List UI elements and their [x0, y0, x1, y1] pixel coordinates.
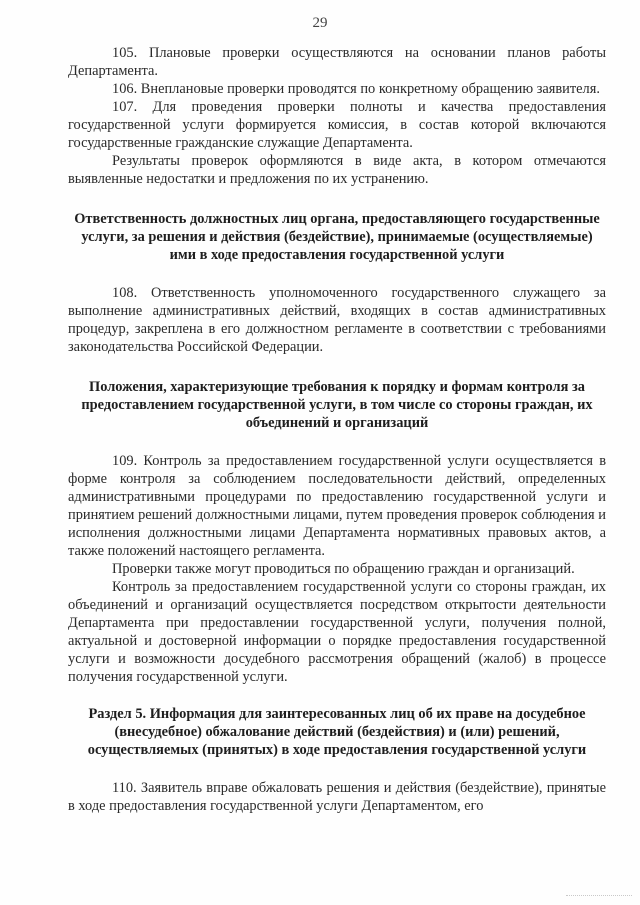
paragraph-107: 107. Для проведения проверки полноты и качества предоставления государственной услуги формируется комиссия, в состав которой включаются государственные гражданские служащие Департамента. — [68, 99, 606, 151]
corner-scan-mark — [566, 895, 632, 897]
heading-officials-responsibility: Ответственность должностных лиц органа, предоставляющего государственные услуги, за решения и действия (бездействие), принимаемые (осуществляемые) ими в ходе предоставления государственной услуги — [74, 211, 600, 263]
paragraph-citizen-inspections: Проверки также могут проводиться по обращению граждан и организаций. — [112, 561, 575, 577]
paragraph-105: 105. Плановые проверки осуществляются на основании планов работы Департамента. — [68, 45, 606, 79]
paragraph-inspection-results: Результаты проверок оформляются в виде акта, в котором отмечаются выявленные недостатки и предложения по их устранению. — [68, 153, 606, 187]
heading-control-requirements: Положения, характеризующие требования к порядку и формам контроля за предоставлением государственной услуги, в том числе со стороны граждан, их объединений и организаций — [81, 379, 593, 431]
page-content — [68, 44, 606, 815]
paragraph-108: 108. Ответственность уполномоченного государственного служащего за выполнение административных действий, входящих в состав административных процедур, закреплена в его должностном регламенте в соответствии с требованиями законодательства Российской Федерации. — [68, 285, 606, 355]
paragraph-110: 110. Заявитель вправе обжаловать решения и действия (бездействие), принятые в ходе предоставления государственной услуги Департаментом, его — [68, 780, 606, 814]
paragraph-109: 109. Контроль за предоставлением государственной услуги осуществляется в форме контроля за соблюдением последовательности действий, определенных административными процедурами по предоставлению государственной услуги и принятием решений должностными лицами, путем проведения проверок соблюдения и исполнения должностными лицами Департамента нормативных правовых актов, а также положений настоящего регламента. — [68, 453, 606, 559]
heading-section-5: Раздел 5. Информация для заинтересованных лиц об их праве на досудебное (внесудебное) обжалование действий (бездействия) и (или) решений, осуществляемых (принятых) в ходе предоставления государственной услуги — [87, 706, 587, 758]
page-number: 29 — [312, 15, 328, 31]
paragraph-public-control: Контроль за предоставлением государственной услуги со стороны граждан, их объединений и организаций осуществляется посредством открытости деятельности Департамента при предоставлении государственной услуги, получения полной, актуальной и достоверной информации о порядке предоставления государственной услуги и возможности досудебного рассмотрения обращений (жалоб) в процессе получения государственной услуги. — [68, 579, 606, 685]
paragraph-106: 106. Внеплановые проверки проводятся по конкретному обращению заявителя. — [112, 81, 600, 97]
